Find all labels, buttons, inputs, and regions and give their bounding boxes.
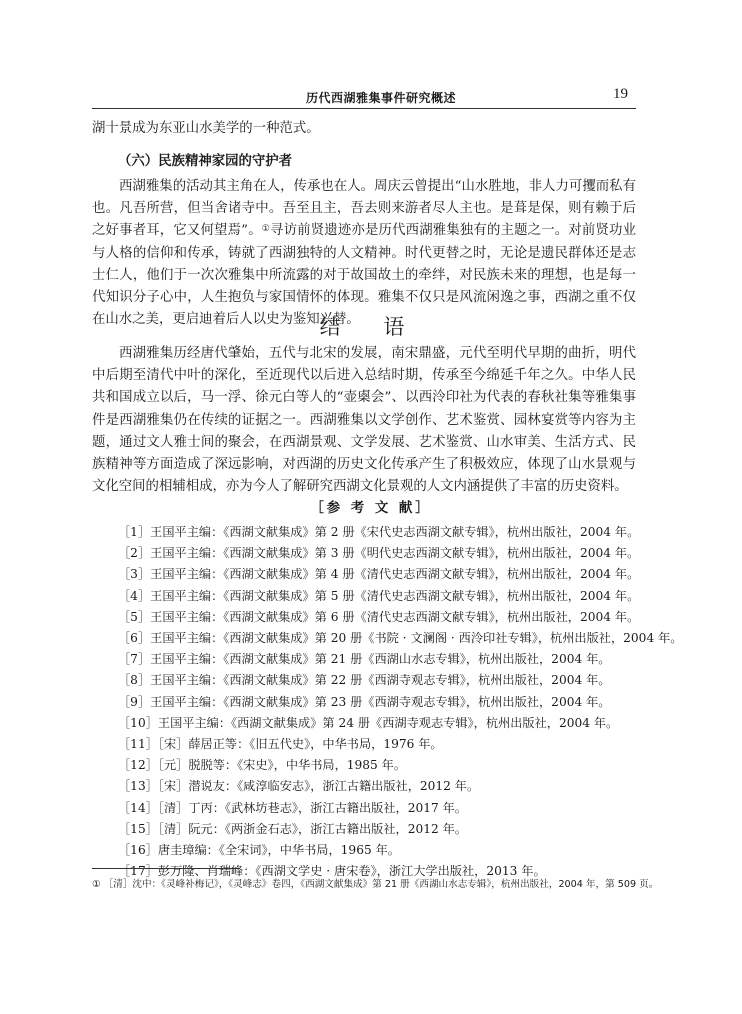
conclusion-paragraph: 西湖雅集历经唐代肇始，五代与北宋的发展，南宋鼎盛，元代至明代早期的曲折，明代中后期至清代中叶的深化，至近现代以后进入总结时期，传承至今绵延千年之久。中华人民共和国成立以后，马一浮、徐元白等人的“壶㮚会”、以西泠印社为代表的春秋社集等雅集事件是西湖雅集仍在传续的证据之一。西湖雅集以文学创作、艺术鉴赏、园林宴赏等内容为主题，通过文人雅士间的聚会，在西湖景观、文学发展、艺术鉴赏、山水审美、生活方式、民族精神等方面造成了深远影响，对西湖的历史文化传承产生了积极效应，体现了山水景观与文化空间的相辅相成，亦为今人了解研究西湖文化景观的人文内涵提供了丰富的历史资料。 bbox=[92, 346, 636, 495]
section-paragraph bbox=[92, 176, 636, 331]
reference-item: ［6］王国平主编：《西湖文献集成》第 20 册《书院 · 文澜阁 · 西泠印社专辑》，杭州出版社，2004 年。 bbox=[118, 631, 683, 646]
reference-item: ［2］王国平主编：《西湖文献集成》第 3 册《明代史志西湖文献专辑》，杭州出版社，2004 年。 bbox=[118, 546, 640, 561]
intro-line: 湖十景成为东亚山水美学的一种范式。 bbox=[92, 121, 320, 136]
reference-item: ［7］王国平主编：《西湖文献集成》第 21 册《西湖山水志专辑》，杭州出版社，2004 年。 bbox=[118, 652, 611, 667]
footnote: ① ［清］沈中：《灵峰补梅记》，《灵峰志》卷四，《西湖文献集成》第 21 册《西湖山水志专辑》，杭州出版社，2004 年，第 509 页。 bbox=[92, 879, 659, 890]
reference-item: ［3］王国平主编：《西湖文献集成》第 4 册《清代史志西湖文献专辑》，杭州出版社，2004 年。 bbox=[118, 567, 640, 582]
references-list bbox=[118, 522, 683, 882]
section-paragraph-part-2: 寻访前贤遗迹亦是历代西湖雅集独有的主题之一。对前贤功业与人格的信仰和传承，铸就了西湖独特的人文精神。时代更替之时，无论是遗民群体还是志士仁人，他们于一次次雅集中所流露的对于故国故土的牵绊，对民族未来的理想，也是每一代知识分子心中，人生抱负与家国情怀的体现。雅集不仅只是风流闲逸之事，西湖之重不仅在山水之美，更启迪着后人以史为鉴知兴替。 bbox=[92, 223, 636, 328]
reference-item: ［14］［清］丁丙：《武林坊巷志》，浙江古籍出版社，2017 年。 bbox=[118, 800, 467, 815]
page-number: 19 bbox=[613, 86, 628, 102]
reference-item: ［1］王国平主编：《西湖文献集成》第 2 册《宋代史志西湖文献专辑》，杭州出版社，2004 年。 bbox=[118, 525, 640, 539]
section-paragraph-part-1: 西湖雅集的活动其主角在人，传承也在人。周庆云曾提出“山水胜地，非人力可攫而私有也。凡吾所营，但当舍诸寺中。吾至且主，吾去则来游者尽人主也。是葺是保，则有赖于后之好事者耳，它又何望焉”。 bbox=[92, 179, 636, 239]
reference-item: ［5］王国平主编：《西湖文献集成》第 6 册《清代史志西湖文献专辑》，杭州出版社，2004 年。 bbox=[118, 609, 640, 624]
reference-item: ［10］王国平主编：《西湖文献集成》第 24 册《西湖寺观志专辑》，杭州出版社，2004 年。 bbox=[118, 715, 619, 730]
footnote-marker[interactable]: ① bbox=[261, 224, 271, 235]
reference-item: ［8］王国平主编：《西湖文献集成》第 22 册《西湖寺观志专辑》，杭州出版社，2004 年。 bbox=[118, 673, 611, 688]
running-header-title: 历代西湖雅集事件研究概述 bbox=[306, 91, 457, 105]
reference-item: ［11］［宋］薛居正等：《旧五代史》，中华书局，1976 年。 bbox=[118, 737, 443, 752]
reference-item: ［13］［宋］潜说友：《咸淳临安志》，浙江古籍出版社，2012 年。 bbox=[118, 779, 480, 794]
footnote-divider bbox=[92, 868, 240, 869]
references-heading: ［参 考 文 献］ bbox=[310, 501, 432, 516]
conclusion-heading: 结 语 bbox=[319, 315, 423, 339]
reference-item: ［15］［清］阮元：《两浙金石志》，浙江古籍出版社，2012 年。 bbox=[118, 821, 467, 836]
section-heading: （六）民族精神家园的守护者 bbox=[118, 154, 293, 169]
reference-item: ［16］唐圭璋编：《全宋词》，中华书局，1965 年。 bbox=[118, 843, 400, 858]
reference-item: ［9］王国平主编：《西湖文献集成》第 23 册《西湖寺观志专辑》，杭州出版社，2004 年。 bbox=[118, 694, 611, 709]
reference-item: ［17］彭万隆、肖瑞峰：《西湖文学史 · 唐宋卷》，浙江大学出版社，2013 年。 bbox=[118, 864, 546, 879]
running-header bbox=[92, 86, 636, 109]
reference-item: ［12］［元］脱脱等：《宋史》，中华书局，1985 年。 bbox=[118, 758, 407, 773]
reference-item: ［4］王国平主编：《西湖文献集成》第 5 册《清代史志西湖文献专辑》，杭州出版社，2004 年。 bbox=[118, 588, 640, 603]
